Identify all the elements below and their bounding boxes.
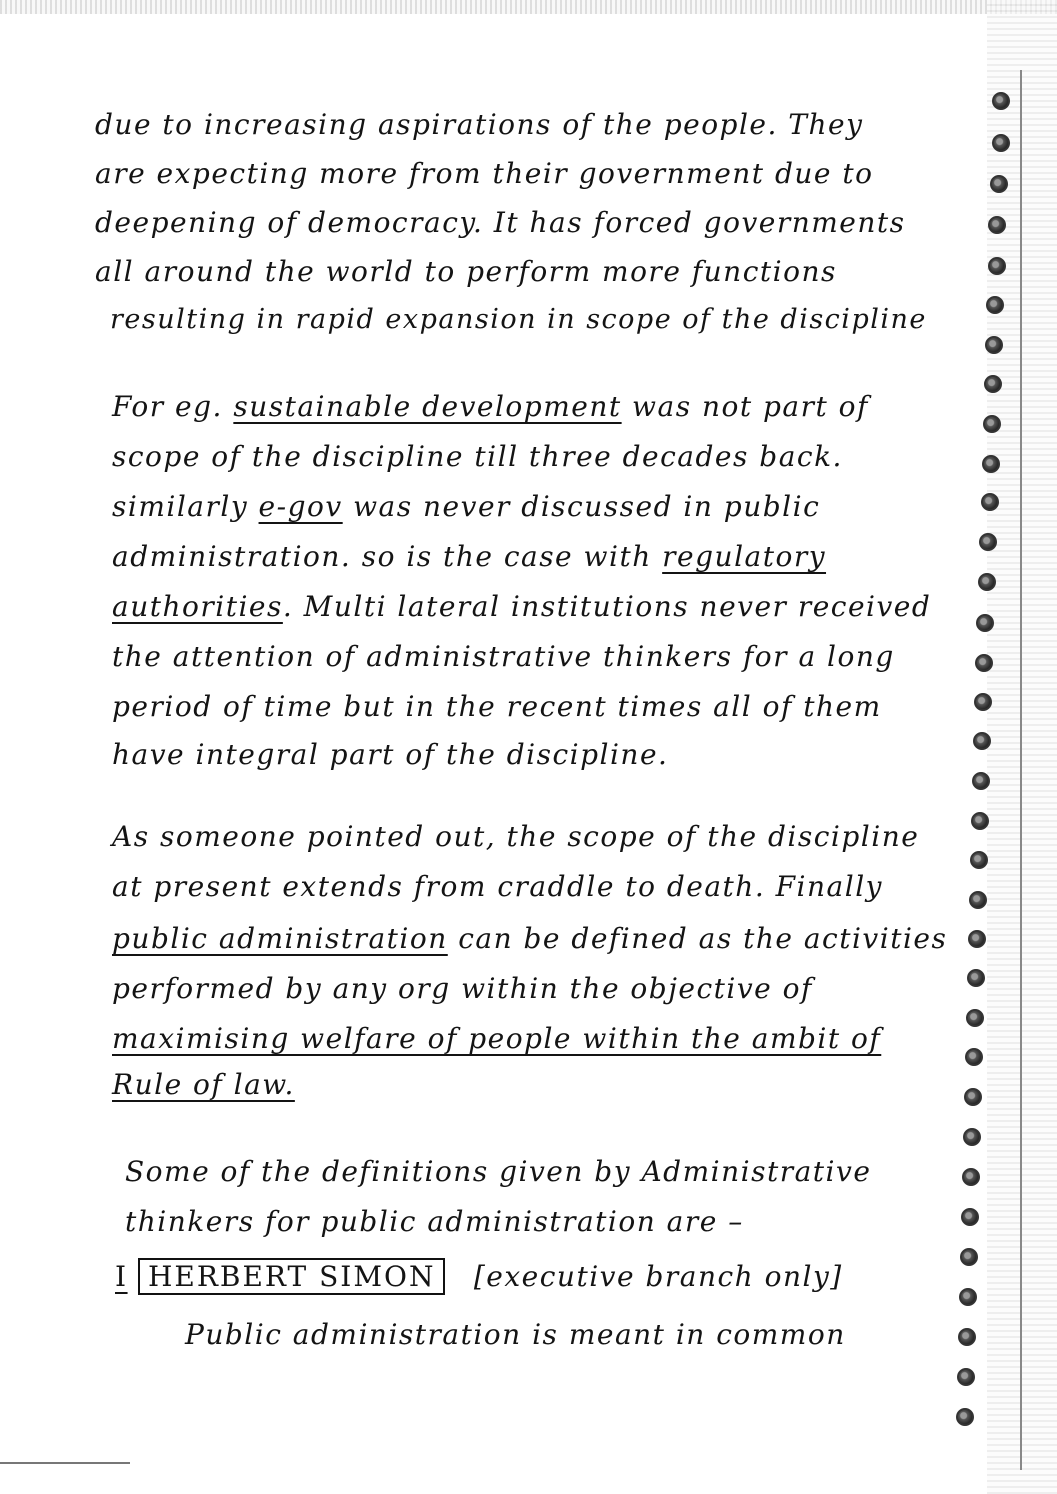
underlined-term: e-gov <box>258 490 343 523</box>
underlined-term: sustainable development <box>233 390 622 423</box>
spiral-hole-icon <box>990 175 1008 193</box>
text-line <box>115 1260 843 1293</box>
spiral-hole-icon <box>972 772 990 790</box>
spiral-hole-icon <box>984 375 1002 393</box>
text-fragment: was not part of <box>632 390 869 423</box>
underlined-term: regulatory <box>662 540 827 573</box>
spiral-hole-icon <box>983 415 1001 433</box>
spiral-binding-line <box>1020 70 1022 1470</box>
text-line: scope of the discipline till three decades back. <box>112 440 843 473</box>
spiral-hole-icon <box>992 92 1010 110</box>
spiral-hole-icon <box>960 1248 978 1266</box>
text-fragment: can be defined as the activities <box>458 922 948 955</box>
text-fragment: similarly <box>112 490 249 523</box>
spiral-hole-icon <box>970 851 988 869</box>
spiral-hole-icon <box>992 134 1010 152</box>
text-line: performed by any org within the objective of <box>112 972 813 1005</box>
text-line: at present extends from craddle to death. Finally <box>112 870 883 903</box>
text-line <box>112 590 931 623</box>
text-line: have integral part of the discipline. <box>112 738 669 771</box>
text-line: As someone pointed out, the scope of the discipline <box>112 820 920 853</box>
text-fragment: . Multi lateral institutions never received <box>282 590 932 623</box>
spiral-hole-icon <box>959 1288 977 1306</box>
spiral-hole-icon <box>966 1009 984 1027</box>
text-line: the attention of administrative thinkers for a long <box>112 640 895 673</box>
spiral-hole-icon <box>981 493 999 511</box>
spiral-hole-icon <box>986 296 1004 314</box>
underlined-term: maximising welfare of people within the ambit of <box>112 1022 882 1055</box>
scan-edge-bottom <box>0 1462 130 1464</box>
spiral-hole-icon <box>975 654 993 672</box>
text-line <box>112 490 820 523</box>
text-line <box>112 922 947 955</box>
text-line: Public administration is meant in common <box>185 1318 846 1351</box>
text-fragment: was never discussed in public <box>353 490 821 523</box>
text-line: due to increasing aspirations of the people. They <box>95 108 864 141</box>
text-line: resulting in rapid expansion in scope of the discipline <box>110 304 927 335</box>
spiral-hole-icon <box>961 1208 979 1226</box>
spiral-hole-icon <box>982 455 1000 473</box>
text-line <box>112 390 869 423</box>
spiral-hole-icon <box>967 969 985 987</box>
text-line <box>112 1068 295 1101</box>
spiral-hole-icon <box>974 693 992 711</box>
text-fragment: administration. so is the case with <box>112 540 652 573</box>
spiral-hole-icon <box>976 614 994 632</box>
text-fragment: For eg. <box>112 390 223 423</box>
spiral-hole-icon <box>964 1088 982 1106</box>
spiral-hole-icon <box>965 1048 983 1066</box>
boxed-name: HERBERT SIMON <box>138 1258 446 1295</box>
spiral-hole-icon <box>973 732 991 750</box>
spiral-hole-icon <box>963 1128 981 1146</box>
text-line: thinkers for public administration are – <box>125 1205 744 1238</box>
text-line: all around the world to perform more functions <box>95 255 837 288</box>
spiral-hole-icon <box>979 533 997 551</box>
underlined-term: authorities <box>112 590 283 623</box>
spiral-hole-icon <box>956 1408 974 1426</box>
spiral-hole-icon <box>957 1368 975 1386</box>
text-fragment: [executive branch only] <box>473 1260 843 1293</box>
text-line: deepening of democracy. It has forced governments <box>95 206 906 239</box>
spiral-hole-icon <box>988 216 1006 234</box>
text-line: period of time but in the recent times all of them <box>112 690 882 723</box>
spiral-hole-icon <box>969 891 987 909</box>
underlined-term: Rule of law. <box>112 1068 295 1101</box>
text-line <box>112 540 826 573</box>
scan-edge-top <box>0 0 1057 14</box>
spiral-hole-icon <box>962 1168 980 1186</box>
text-line: Some of the definitions given by Administrative <box>125 1155 872 1188</box>
spiral-hole-icon <box>958 1328 976 1346</box>
spiral-hole-icon <box>978 573 996 591</box>
spiral-hole-icon <box>971 812 989 830</box>
text-line <box>112 1022 881 1055</box>
text-line: are expecting more from their government due to <box>95 157 874 190</box>
spiral-hole-icon <box>968 930 986 948</box>
spiral-hole-icon <box>985 336 1003 354</box>
underlined-term: public administration <box>112 922 448 955</box>
spiral-hole-icon <box>988 257 1006 275</box>
list-numeral: I <box>115 1260 128 1293</box>
